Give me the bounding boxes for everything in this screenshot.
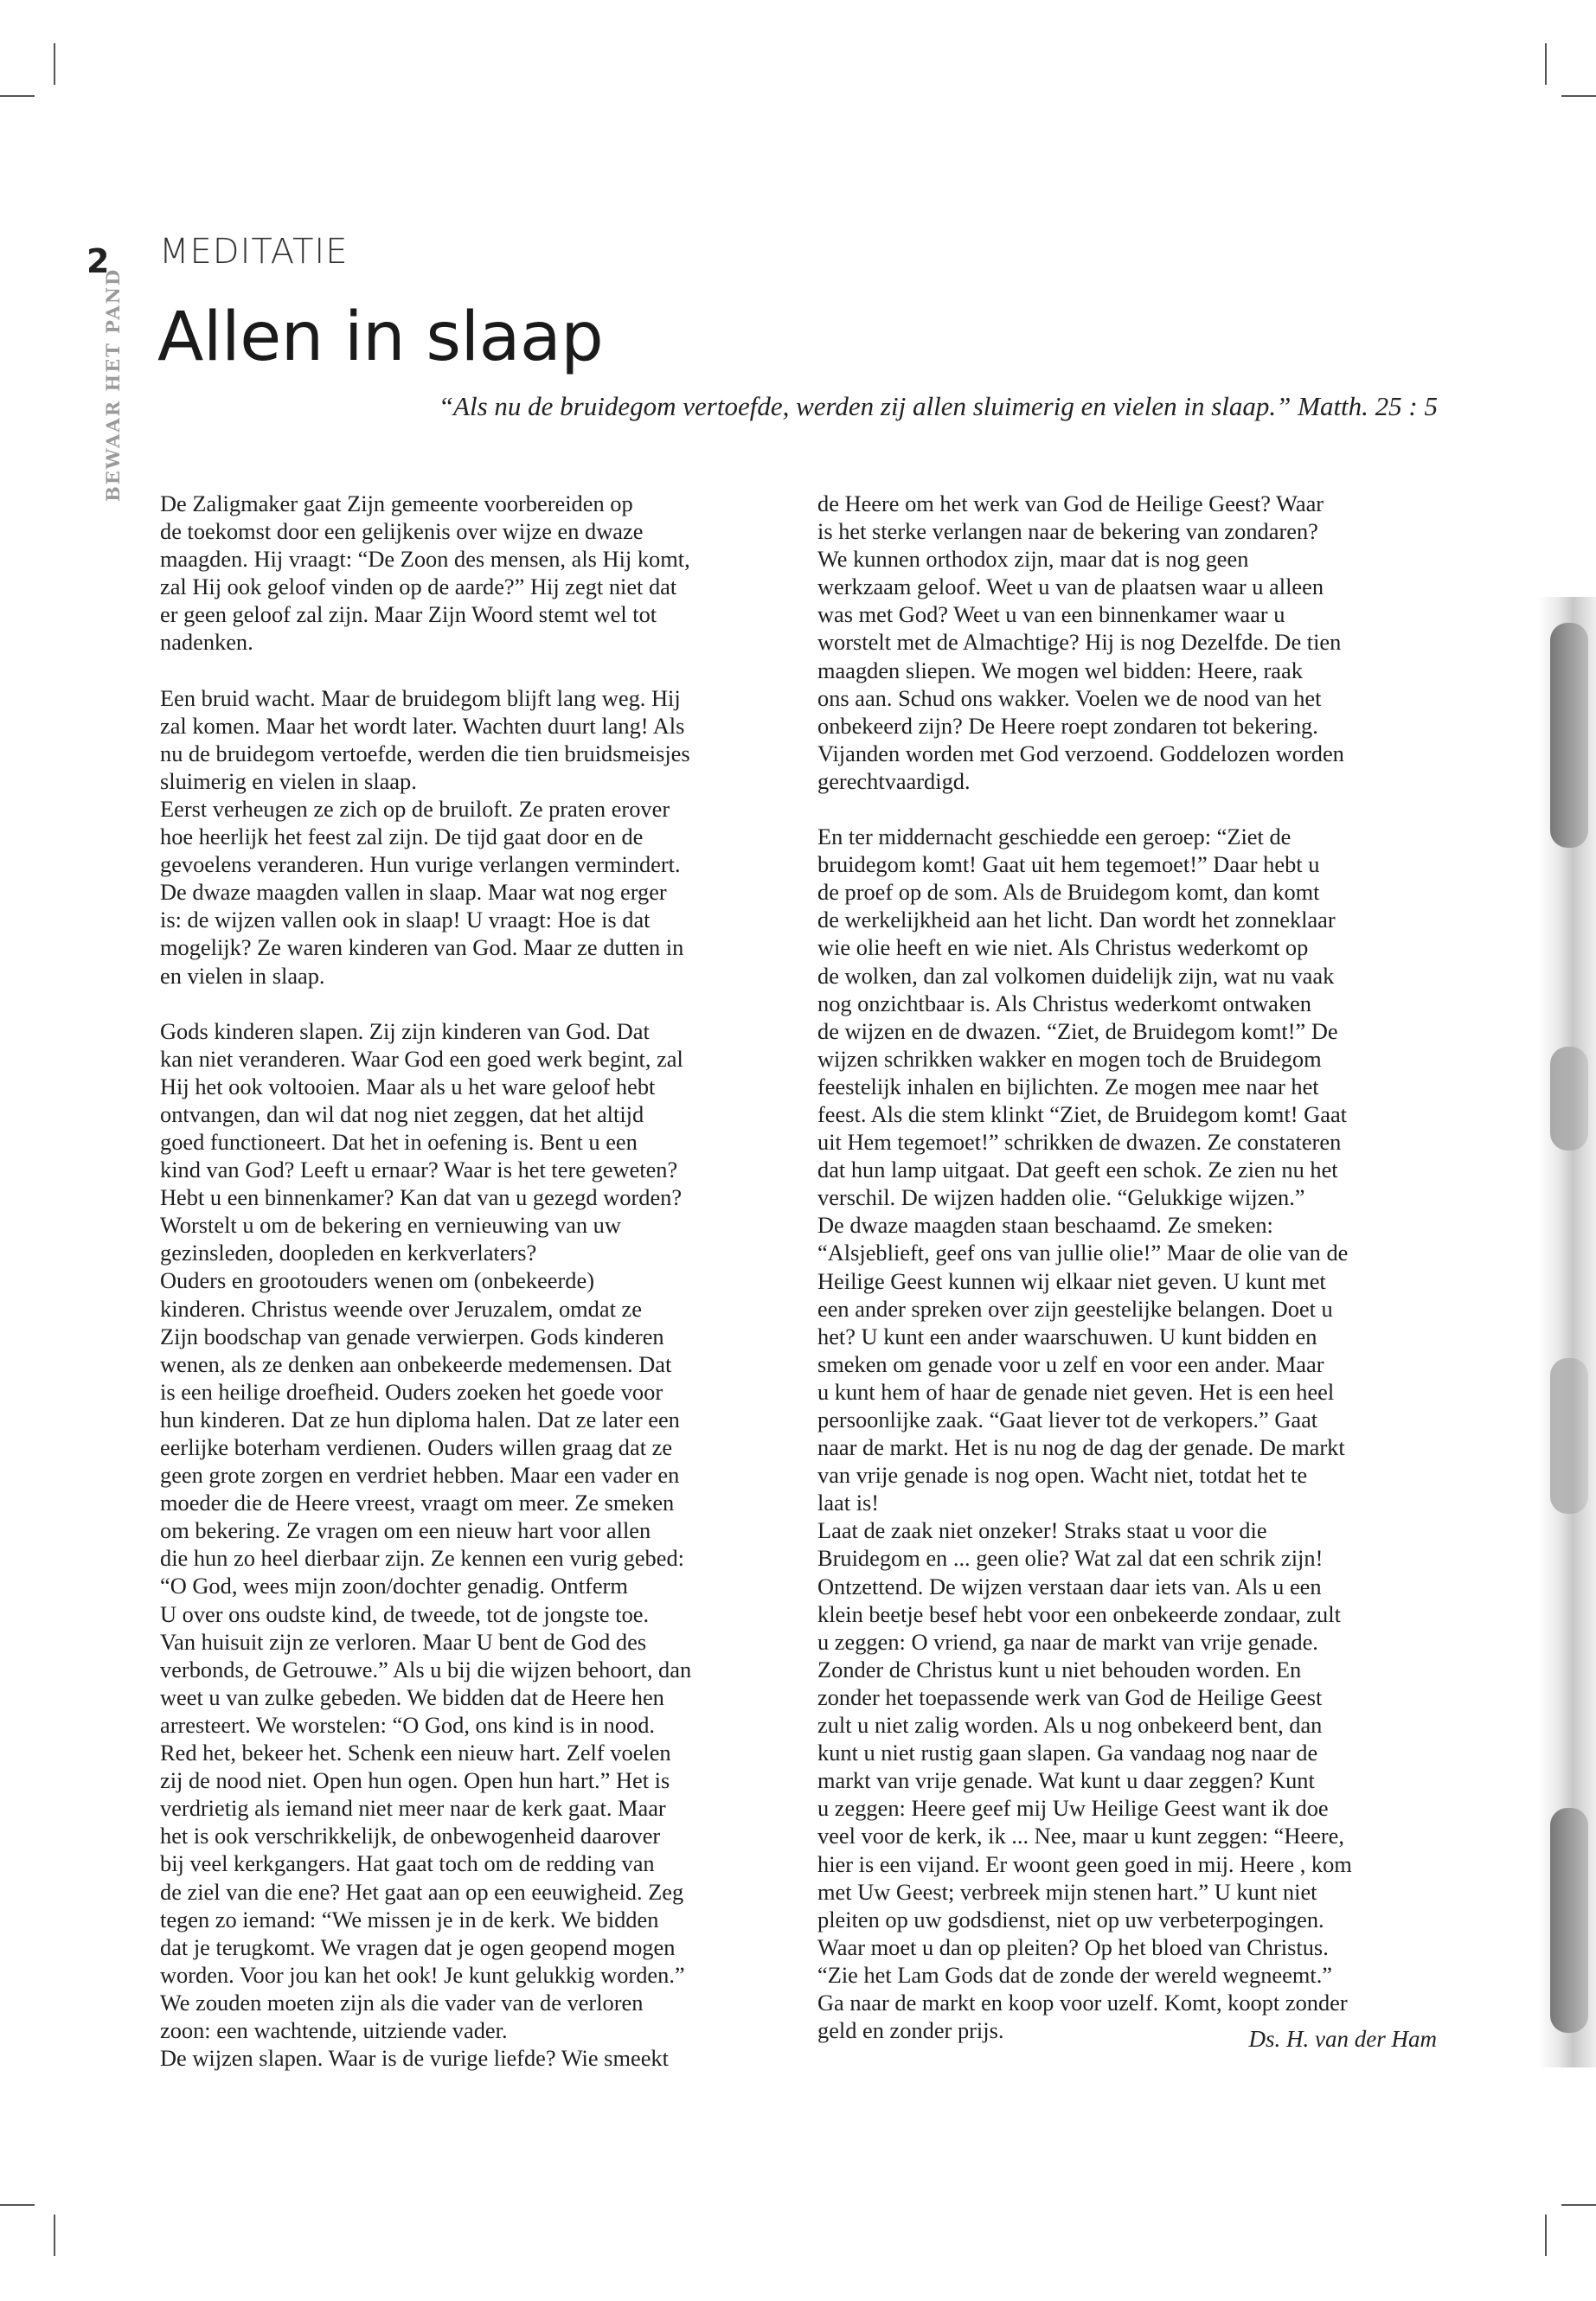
body-text-line: bij veel kerkgangers. Hat gaat toch om de redding van bbox=[160, 1850, 655, 1877]
paragraph-gap bbox=[160, 657, 800, 684]
body-text-line: feest. Als die stem klinkt “Ziet, de Bruidegom komt! Gaat bbox=[817, 1100, 1347, 1127]
page-number: 2 bbox=[87, 242, 110, 280]
body-text-line: Zijn boodschap van genade verwierpen. Gods kinderen bbox=[160, 1323, 664, 1349]
body-text-line: Heilige Geest kunnen wij elkaar niet geven. U kunt met bbox=[817, 1267, 1326, 1294]
side-photo-fragment bbox=[1538, 597, 1596, 2067]
body-text-line: nog onzichtbaar is. Als Christus wederkomt ontwaken bbox=[817, 990, 1311, 1016]
body-text-line: mogelijk? Ze waren kinderen van God. Maar ze dutten in bbox=[160, 934, 684, 961]
body-text-line: kunt u niet rustig gaan slapen. Ga vandaag nog naar de bbox=[817, 1740, 1318, 1766]
body-text-line: zult u niet zalig worden. Als u nog onbekeerd bent, dan bbox=[817, 1712, 1323, 1739]
body-text-line: de wijzen en de dwazen. “Ziet, de Bruidegom komt!” De bbox=[817, 1017, 1338, 1044]
crop-mark-top-left-h bbox=[0, 95, 35, 97]
body-text-line: van vrije genade is nog open. Wacht niet, totdat het te bbox=[817, 1462, 1308, 1489]
body-text-line: Bruidegom en ... geen olie? Wat zal dat een schrik zijn! bbox=[817, 1545, 1324, 1572]
body-text-line: verbonds, de Getrouwe.” Als u bij die wijzen behoort, dan bbox=[160, 1656, 692, 1682]
body-text-line: goed functioneert. Dat het in oefening is. Bent u een bbox=[160, 1128, 638, 1155]
body-text-line: Hebt u een binnenkamer? Kan dat van u gezegd worden? bbox=[160, 1184, 683, 1211]
body-text-line: pleiten op uw godsdienst, niet op uw verbeterpogingen. bbox=[817, 1906, 1324, 1932]
body-text-line: “Zie het Lam Gods dat de zonde der wereld wegneemt.” bbox=[817, 1961, 1333, 1988]
author-signature: Ds. H. van der Ham bbox=[1248, 2026, 1437, 2052]
body-text-line: laat is! bbox=[817, 1490, 880, 1516]
body-text-line: ons aan. Schud ons wakker. Voelen we de nood van het bbox=[817, 684, 1322, 711]
body-text-line: persoonlijke zaak. “Gaat liever tot de verkopers.” Gaat bbox=[817, 1407, 1318, 1433]
body-text-line: Ouders en grootouders wenen om (onbekeerde) bbox=[160, 1267, 594, 1294]
body-text-line: “Alsjeblieft, geef ons van jullie olie!” Maar de olie van de bbox=[817, 1240, 1349, 1266]
body-text-line: was met God? Weet u van een binnenkamer waar u bbox=[817, 601, 1285, 628]
body-text-line: zal Hij ook geloof vinden op de aarde?” Hij zegt niet dat bbox=[160, 574, 677, 600]
body-text-line: dat je terugkomt. We vragen dat je ogen geopend mogen bbox=[160, 1933, 676, 1960]
crop-mark-top-right-h bbox=[1561, 95, 1596, 97]
body-text-line: klein beetje besef hebt voor een onbekeerde zondaar, zult bbox=[817, 1600, 1341, 1627]
crop-mark-top-left bbox=[54, 43, 55, 85]
body-text-line: geld en zonder prijs. bbox=[817, 2017, 1004, 2044]
body-text-line: verdrietig als iemand niet meer naar de kerk gaat. Maar bbox=[160, 1795, 666, 1822]
body-text-line: eerlijke boterham verdienen. Ouders willen graag dat ze bbox=[160, 1434, 673, 1460]
body-text-line: de werkelijkheid aan het licht. Dan wordt het zonneklaar bbox=[817, 907, 1336, 933]
crop-mark-bottom-left bbox=[54, 2214, 55, 2256]
body-text-line: weet u van zulke gebeden. We bidden dat de Heere hen bbox=[160, 1683, 664, 1710]
body-text-line: de toekomst door een gelijkenis over wijze en dwaze bbox=[160, 518, 644, 545]
body-text-line: kinderen. Christus weende over Jeruzalem, omdat ze bbox=[160, 1295, 642, 1322]
running-title bbox=[85, 267, 124, 502]
body-text-line: uit Hem tegemoet!” schrikken de dwazen. Ze constateren bbox=[817, 1129, 1342, 1156]
body-text-line: Gods kinderen slapen. Zij zijn kinderen van God. Dat bbox=[160, 1017, 650, 1044]
body-text-line: maagden sliepen. We mogen wel bidden: Heere, raak bbox=[817, 657, 1303, 683]
body-text-line: en vielen in slaap. bbox=[160, 962, 325, 989]
body-text-line: Laat de zaak niet onzeker! Straks staat u voor die bbox=[817, 1517, 1267, 1544]
body-text-line: arresteert. We worstelen: “O God, ons kind is in nood. bbox=[160, 1711, 655, 1738]
body-text-line: markt van vrije genade. Wat kunt u daar zeggen? Kunt bbox=[817, 1767, 1315, 1794]
body-text-line: De Zaligmaker gaat Zijn gemeente voorbereiden op bbox=[160, 490, 633, 516]
body-text-line: We zouden moeten zijn als die vader van de verloren bbox=[160, 1989, 644, 2016]
body-text-line: De dwaze maagden vallen in slaap. Maar wat nog erger bbox=[160, 879, 667, 906]
body-text-line: worstelt met de Almachtige? Hij is nog Dezelfde. De tien bbox=[817, 629, 1342, 656]
body-text-line: Eerst verheugen ze zich op de bruiloft. Ze praten erover bbox=[160, 795, 670, 822]
body-text-line: Hij het ook voltooien. Maar als u het ware geloof hebt bbox=[160, 1073, 656, 1099]
body-text-line: sluimerig en vielen in slaap. bbox=[160, 767, 417, 794]
body-text-line: kan niet veranderen. Waar God een goed werk begint, zal bbox=[160, 1045, 683, 1072]
body-text-line: u zeggen: O vriend, ga naar de markt van vrije genade. bbox=[817, 1628, 1318, 1655]
body-text-line: kind van God? Leeft u ernaar? Waar is het tere geweten? bbox=[160, 1157, 678, 1183]
body-text-line: Ontzettend. De wijzen verstaan daar iets van. Als u een bbox=[817, 1573, 1322, 1599]
body-text-line: veel voor de kerk, ik ... Nee, maar u kunt zeggen: “Heere, bbox=[817, 1823, 1344, 1849]
body-text-line: En ter middernacht geschiedde een geroep: “Ziet de bbox=[817, 824, 1292, 850]
body-text-line: naar de markt. Het is nu nog de dag der genade. De markt bbox=[817, 1434, 1345, 1461]
body-text-line: bruidegom komt! Gaat uit hem tegemoet!” Daar hebt u bbox=[817, 851, 1320, 878]
body-text-line: de ziel van die ene? Het gaat aan op een eeuwigheid. Zeg bbox=[160, 1878, 684, 1905]
body-text-line: u kunt hem of haar de genade niet geven. Het is een heel bbox=[817, 1378, 1335, 1405]
body-text-line: de proef op de som. Als de Bruidegom komt, dan komt bbox=[817, 879, 1320, 906]
right-column bbox=[817, 490, 1458, 2044]
crop-mark-bottom-left-h bbox=[0, 2204, 35, 2206]
body-text-line: u zeggen: Heere geef mij Uw Heilige Geest want ik doe bbox=[817, 1795, 1329, 1822]
body-text-line: gezinsleden, doopleden en kerkverlaters? bbox=[160, 1240, 537, 1266]
body-text-line: werkzaam geloof. Weet u van de plaatsen waar u alleen bbox=[817, 574, 1324, 600]
body-text-line: Zonder de Christus kunt u niet behouden worden. En bbox=[817, 1656, 1302, 1682]
body-text-line: hun kinderen. Dat ze hun diploma halen. Dat ze later een bbox=[160, 1406, 680, 1433]
body-text-line: de wolken, dan zal volkomen duidelijk zijn, wat nu vaak bbox=[817, 962, 1335, 989]
body-text-line: Ga naar de markt en koop voor uzelf. Komt, koopt zonder bbox=[817, 1989, 1348, 2016]
body-text-line: wijzen schrikken wakker en mogen toch de Bruidegom bbox=[817, 1045, 1322, 1072]
body-text-line: onbekeerd zijn? De Heere roept zondaren tot bekering. bbox=[817, 712, 1318, 739]
body-text-line: gevoelens veranderen. Hun vurige verlangen vermindert. bbox=[160, 851, 681, 878]
body-text-line: maagden. Hij vraagt: “De Zoon des mensen, als Hij komt, bbox=[160, 546, 690, 573]
body-text-line: het is ook verschrikkelijk, de onbewogenheid daarover bbox=[160, 1823, 661, 1849]
crop-mark-top-right bbox=[1545, 43, 1547, 85]
body-text-line: is een heilige droefheid. Ouders zoeken het goede voor bbox=[160, 1378, 663, 1405]
section-label: MEDITATIE bbox=[159, 232, 349, 272]
body-text-line: moeder die de Heere vreest, vraagt om meer. Ze smeken bbox=[160, 1490, 675, 1516]
body-text-line: nadenken. bbox=[160, 629, 253, 656]
body-text-line: om bekering. Ze vragen om een nieuw hart voor allen bbox=[160, 1517, 651, 1544]
body-text-line: met Uw Geest; verbreek mijn stenen hart.” U kunt niet bbox=[817, 1878, 1317, 1905]
body-text-line: de Heere om het werk van God de Heilige Geest? Waar bbox=[817, 490, 1324, 516]
body-text-line: De dwaze maagden staan beschaamd. Ze smeken: bbox=[817, 1212, 1273, 1239]
body-text-line: Van huisuit zijn ze verloren. Maar U bent de God des bbox=[160, 1628, 647, 1655]
epigraph-quote: “Als nu de bruidegom vertoefde, werden zij allen sluimerig en vielen in slaap.” Matth. 25 : 5 bbox=[438, 391, 1438, 421]
crop-mark-bottom-right bbox=[1545, 2214, 1547, 2256]
body-text-line: We kunnen orthodox zijn, maar dat is nog geen bbox=[817, 546, 1249, 573]
body-text-line: hier is een vijand. Er woont geen goed in mij. Heere , kom bbox=[817, 1850, 1352, 1877]
article-title: Allen in slaap bbox=[157, 298, 604, 376]
body-text-line: zij de nood niet. Open hun ogen. Open hun hart.” Het is bbox=[160, 1767, 670, 1794]
body-text-line: smeken om genade voor u zelf en voor een ander. Maar bbox=[817, 1350, 1324, 1377]
left-column bbox=[160, 490, 800, 2072]
crop-mark-bottom-right-h bbox=[1561, 2204, 1596, 2206]
body-text-line: hoe heerlijk het feest zal zijn. De tijd gaat door en de bbox=[160, 824, 644, 850]
body-text-line: is: de wijzen vallen ook in slaap! U vraagt: Hoe is dat bbox=[160, 907, 651, 933]
body-text-line: die hun zo heel dierbaar zijn. Ze kennen een vurig gebed: bbox=[160, 1545, 684, 1572]
body-text-line: er geen geloof zal zijn. Maar Zijn Woord stemt wel tot bbox=[160, 601, 657, 628]
body-text-line: wie olie heeft en wie niet. Als Christus wederkomt op bbox=[817, 934, 1309, 961]
body-text-line: U over ons oudste kind, de tweede, tot de jongste toe. bbox=[160, 1600, 650, 1627]
body-text-line: gerechtvaardigd. bbox=[817, 767, 971, 794]
body-text-line: Waar moet u dan op pleiten? Op het bloed van Christus. bbox=[817, 1933, 1329, 1960]
body-text-line: zal komen. Maar het wordt later. Wachten duurt lang! Als bbox=[160, 712, 685, 739]
body-text-line: zoon: een wachtende, uitziende vader. bbox=[160, 2016, 508, 2043]
body-text-line: verschil. De wijzen hadden olie. “Gelukkige wijzen.” bbox=[817, 1184, 1305, 1211]
running-title-text: BEWAAR HET PAND bbox=[102, 267, 124, 502]
body-text-line: is het sterke verlangen naar de bekering van zondaren? bbox=[817, 518, 1318, 545]
body-text-line: ontvangen, dan wil dat nog niet zeggen, dat het altijd bbox=[160, 1100, 644, 1127]
body-text-line: zonder het toepassende werk van God de Heilige Geest bbox=[817, 1683, 1323, 1710]
body-text-line: Een bruid wacht. Maar de bruidegom blijft lang weg. Hij bbox=[160, 684, 681, 711]
body-text-line: De wijzen slapen. Waar is de vurige liefde? Wie smeekt bbox=[160, 2045, 669, 2072]
body-text-line: dat hun lamp uitgaat. Dat geeft een schok. Ze zien nu het bbox=[817, 1157, 1338, 1183]
body-text-line: Worstelt u om de bekering en vernieuwing van uw bbox=[160, 1212, 621, 1239]
body-text-line: Vijanden worden met God verzoend. Goddelozen worden bbox=[817, 740, 1344, 766]
body-text-line: het? U kunt een ander waarschuwen. U kunt bidden en bbox=[817, 1323, 1317, 1349]
body-text-line: geen grote zorgen en verdriet hebben. Maar een vader en bbox=[160, 1462, 680, 1489]
body-text-line: een ander spreken over zijn geestelijke belangen. Doet u bbox=[817, 1295, 1333, 1322]
body-text-line: “O God, wees mijn zoon/dochter genadig. Ontferm bbox=[160, 1573, 628, 1599]
paragraph-gap bbox=[817, 795, 1458, 823]
body-text-line: wenen, als ze denken aan onbekeerde medemensen. Dat bbox=[160, 1350, 672, 1377]
body-text-line: Red het, bekeer het. Schenk een nieuw hart. Zelf voelen bbox=[160, 1740, 671, 1766]
paragraph-gap bbox=[160, 990, 800, 1017]
body-text-line: worden. Voor jou kan het ook! Je kunt gelukkig worden.” bbox=[160, 1961, 685, 1988]
body-text-line: tegen zo iemand: “We missen je in de kerk. We bidden bbox=[160, 1906, 659, 1932]
body-text-line: nu de bruidegom vertoefde, werden die tien bruidsmeisjes bbox=[160, 740, 690, 766]
body-text-line: feestelijk inhalen en bijlichten. Ze mogen mee naar het bbox=[817, 1073, 1319, 1099]
